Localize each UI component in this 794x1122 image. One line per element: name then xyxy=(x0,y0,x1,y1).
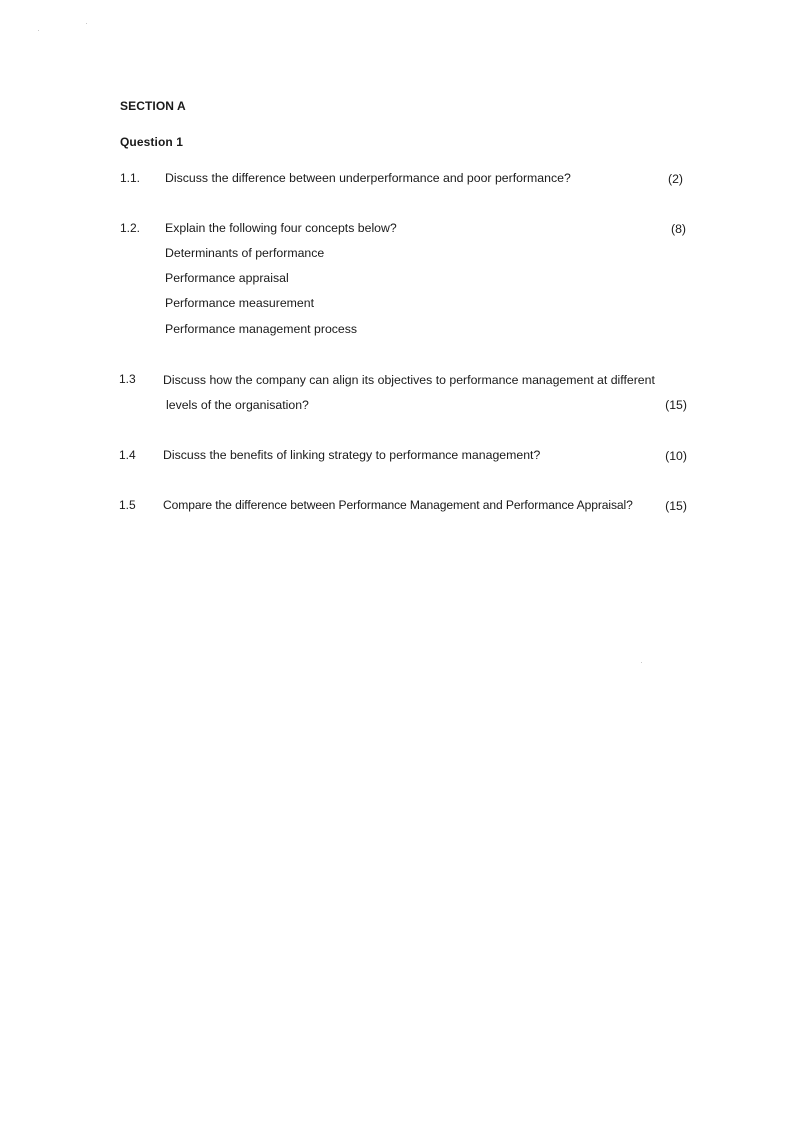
scan-speck xyxy=(86,23,87,24)
item-marks: (15) xyxy=(665,499,687,513)
item-text: Discuss the difference between underperformance and poor performance? xyxy=(165,171,571,185)
item-text-line2: levels of the organisation? xyxy=(166,398,309,412)
item-text: Compare the difference between Performance Management and Performance Appraisal? xyxy=(163,498,633,512)
item-number: 1.2. xyxy=(120,221,141,235)
item-number: 1.3 xyxy=(119,372,136,386)
concept-item: Performance measurement xyxy=(165,296,314,310)
item-text: Discuss how the company can align its objectives to performance management at different xyxy=(163,373,655,387)
item-number: 1.1. xyxy=(120,171,141,185)
item-marks: (2) xyxy=(667,172,683,186)
item-marks: (10) xyxy=(665,449,687,463)
item-number: 1.4 xyxy=(119,448,136,462)
item-marks: (8) xyxy=(670,222,686,236)
item-marks: (15) xyxy=(665,398,687,412)
concept-item: Performance management process xyxy=(165,322,358,336)
item-text: Explain the following four concepts below? xyxy=(165,221,397,235)
concept-item: Performance appraisal xyxy=(165,271,289,285)
scan-speck xyxy=(641,662,642,663)
item-number: 1.5 xyxy=(119,498,136,512)
item-text: Discuss the benefits of linking strategy to performance management? xyxy=(163,448,541,462)
concept-item: Determinants of performance xyxy=(165,246,325,260)
question-heading: Question 1 xyxy=(120,135,184,149)
scan-speck xyxy=(38,30,39,31)
section-heading: SECTION A xyxy=(120,99,186,113)
